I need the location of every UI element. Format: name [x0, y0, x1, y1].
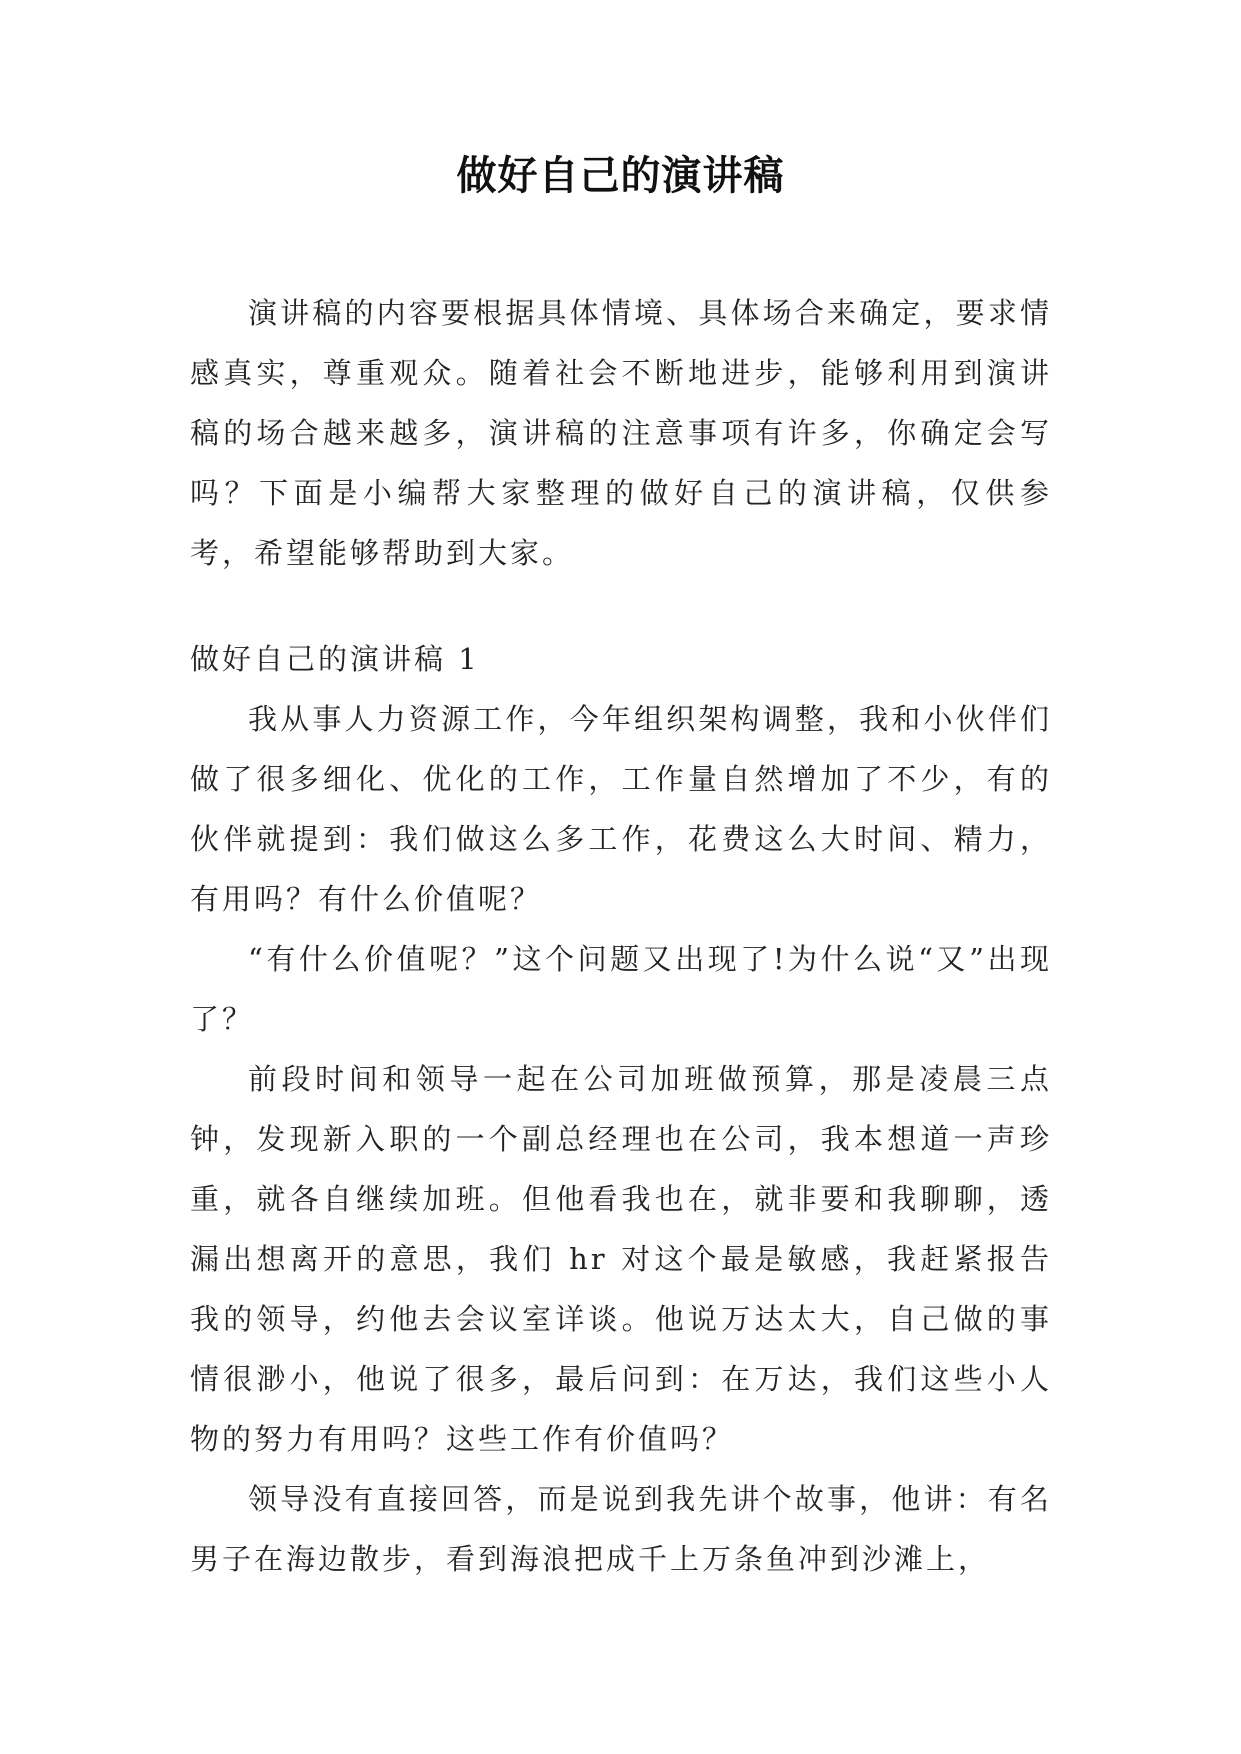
intro-block: [190, 283, 1052, 583]
section-1: [190, 629, 1052, 1589]
intro-paragraph: 演讲稿的内容要根据具体情境、具体场合来确定，要求情感真实，尊重观众。随着社会不断地进步，能够利用到演讲稿的场合越来越多，演讲稿的注意事项有许多，你确定会写吗？下面是小编帮大家整理的做好自己的演讲稿，仅供参考，希望能够帮助到大家。: [190, 296, 1052, 570]
body-paragraph-2: “有什么价值呢？”这个问题又出现了!为什么说“又”出现了？: [190, 942, 1052, 1036]
body-paragraph-3: 前段时间和领导一起在公司加班做预算，那是凌晨三点钟，发现新入职的一个副总经理也在公司，我本想道一声珍重，就各自继续加班。但他看我也在，就非要和我聊聊，透漏出想离开的意思，我们 hr 对这个最是敏感，我赶紧报告我的领导，约他去会议室详谈。他说万达太大，自己做的事情很渺小，他说了很多，最后问到：在万达，我们这些小人物的努力有用吗？这些工作有价值吗？: [190, 1062, 1052, 1456]
body-paragraph-1: 我从事人力资源工作，今年组织架构调整，我和小伙伴们做了很多细化、优化的工作，工作量自然增加了不少，有的伙伴就提到：我们做这么多工作，花费这么大时间、精力，有用吗？有什么价值呢？: [190, 702, 1052, 916]
body-paragraph-4: 领导没有直接回答，而是说到我先讲个故事，他讲：有名男子在海边散步，看到海浪把成千上万条鱼冲到沙滩上，: [190, 1482, 1052, 1576]
section-heading: 做好自己的演讲稿 1: [190, 642, 480, 676]
document-title: 做好自己的演讲稿: [456, 153, 785, 199]
